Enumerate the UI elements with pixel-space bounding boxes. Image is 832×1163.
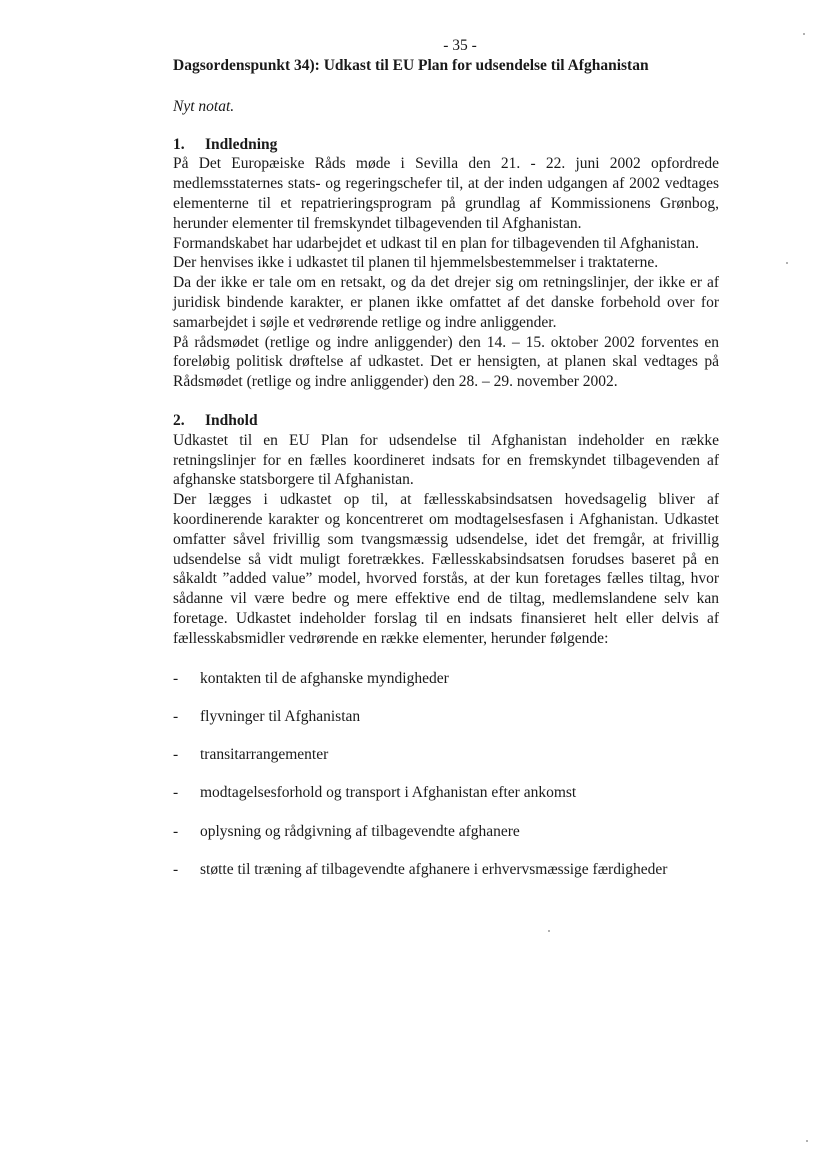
bullet-marker: - [173, 707, 179, 725]
document-title: Dagsordenspunkt 34): Udkast til EU Plan for udsendelse til Afghanistan [173, 57, 649, 74]
list-item-text: støtte til træning af tilbagevendte afghanere i erhvervsmæssige færdigheder [200, 861, 668, 878]
scan-speck [548, 930, 550, 932]
paragraph: Der henvises ikke i udkastet til planen til hjemmelsbestemmelser i traktaterne. [173, 254, 659, 272]
section-title: Indhold [205, 411, 258, 429]
bullet-marker: - [173, 746, 179, 764]
section-heading-1 [173, 135, 719, 155]
list-item [173, 745, 719, 765]
list-item [173, 860, 719, 880]
list-item [173, 707, 719, 727]
bullet-marker: - [173, 669, 179, 687]
list-item-text: modtagelsesforhold og transport i Afghanistan efter ankomst [200, 784, 577, 802]
bullet-marker: - [173, 822, 179, 840]
document-body [173, 56, 719, 898]
list-item-text: oplysning og rådgivning af tilbagevendte afghanere [200, 822, 520, 840]
section-title: Indledning [205, 135, 278, 153]
bullet-list [173, 669, 719, 880]
scan-speck [786, 262, 788, 264]
section-heading-2 [173, 411, 719, 431]
paragraph: Der lægges i udkastet op til, at fællesskabsindsatsen hovedsagelig bliver af koordinerende karakter og koncentreret om modtagelsesfasen i Afghanistan. Udkastet omfatter såvel frivillig som tvangsmæssig udsendelse, idet det fremgår, at frivillig udsendelse så vidt muligt foretrækkes. Fællesskabsindsatsen forudses baseret på en såkaldt ”added value” model, hvorved forstås, at der kun foretages fælles tiltag, hvor sådanne vil være bedre og mere effektive end de tiltag, medlemslandene selv kan foretage. Udkastet indeholder forslag til en indsats finansieret helt eller delvis af fællesskabsmidler vedrørende en række elementer, herunder følgende: [173, 491, 719, 647]
list-item-text: flyvninger til Afghanistan [200, 707, 361, 725]
list-item [173, 822, 719, 842]
bullet-marker: - [173, 861, 179, 878]
paragraph: På Det Europæiske Råds møde i Sevilla den 21. - 22. juni 2002 opfordrede medlemsstaternes stats- og regeringschefer til, at der inden udgangen af 2002 vedtages elementerne til et repatrieringsprogram på grundlag af Kommissionens Grønbog, herunder elementer til fremskyndet tilbagevenden til Afghanistan. [173, 155, 719, 232]
section-number: 2. [173, 411, 185, 429]
list-item-text: kontakten til de afghanske myndigheder [200, 669, 449, 687]
section-number: 1. [173, 135, 185, 153]
page-number: - 35 - [443, 37, 477, 54]
paragraph: Da der ikke er tale om en retsakt, og da det drejer sig om retningslinjer, der ikke er af juridisk bindende karakter, er planen ikke omfattet af det danske forbehold over for samarbejdet i søjle et vedrørende retlige og indre anliggender. [173, 274, 719, 331]
document-subtitle: Nyt notat. [173, 97, 235, 115]
list-item [173, 783, 719, 803]
scan-speck [806, 1140, 808, 1142]
paragraph: Formandskabet har udarbejdet et udkast til en plan for tilbagevenden til Afghanistan. [173, 234, 699, 252]
list-item [173, 669, 719, 689]
scan-speck [803, 33, 805, 35]
paragraph: På rådsmødet (retlige og indre anliggender) den 14. – 15. oktober 2002 forventes en foreløbig politisk drøftelse af udkastet. Det er hensigten, at planen skal vedtages på Rådsmødet (retlige og indre anliggender) den 28. – 29. november 2002. [173, 333, 719, 391]
list-item-text: transitarrangementer [200, 746, 329, 764]
bullet-marker: - [173, 784, 179, 802]
paragraph: Udkastet til en EU Plan for udsendelse til Afghanistan indeholder en række retningslinjer for en fælles koordineret indsats for en fremskyndet tilbagevenden af afghanske statsborgere til Afghanistan. [173, 431, 719, 489]
